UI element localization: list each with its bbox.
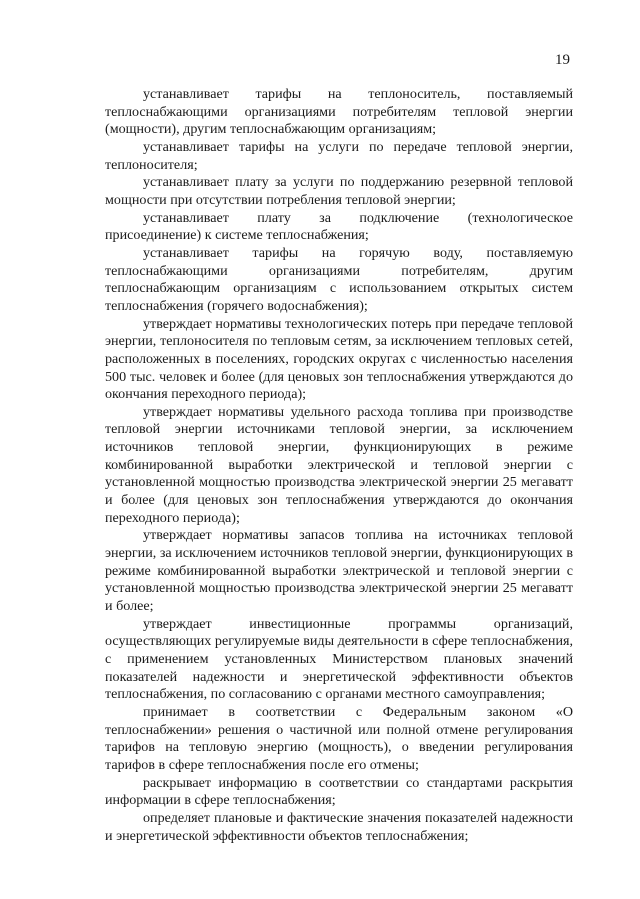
body-text — [105, 86, 573, 845]
paragraph: устанавливает плату за подключение (технологическое присоединение) к системе теплоснабжения; — [105, 209, 573, 244]
paragraph: устанавливает тарифы на услуги по передаче тепловой энергии, теплоносителя; — [105, 138, 573, 173]
paragraph: утверждает нормативы технологических потерь при передаче тепловой энергии, теплоносителя по тепловым сетям, за исключением тепловых сетей, расположенных в поселениях, городских округах с численностью населения 500 тыс. человек и более (для ценовых зон теплоснабжения утверждаются до окончания переходного периода); — [105, 315, 573, 403]
paragraph: раскрывает информацию в соответствии со стандартами раскрытия информации в сфере теплоснабжения; — [105, 774, 573, 809]
paragraph: устанавливает тарифы на горячую воду, поставляемую теплоснабжающими организациями потребителям, другим теплоснабжающим организациям с использованием открытых систем теплоснабжения (горячего водоснабжения); — [105, 244, 573, 314]
paragraph: утверждает инвестиционные программы организаций, осуществляющих регулируемые виды деятельности в сфере теплоснабжения, с применением установленных Министерством плановых значений показателей надежности и энергетической эффективности объектов теплоснабжения, по согласованию с органами местного самоуправления; — [105, 615, 573, 703]
paragraph: устанавливает тарифы на теплоноситель, поставляемый теплоснабжающими организациями потребителям тепловой энергии (мощности), другим теплоснабжающим организациям; — [105, 86, 573, 138]
paragraph: утверждает нормативы удельного расхода топлива при производстве тепловой энергии источниками тепловой энергии, за исключением источников тепловой энергии, функционирующих в режиме комбинированной выработки электрической и тепловой энергии с установленной мощностью производства электрической энергии 25 мегаватт и более (для ценовых зон теплоснабжения утверждаются до окончания переходного периода); — [105, 403, 573, 526]
paragraph: устанавливает плату за услуги по поддержанию резервной тепловой мощности при отсутствии потребления тепловой энергии; — [105, 174, 573, 208]
paragraph: принимает в соответствии с Федеральным законом «О теплоснабжении» решения о частичной или полной отмене регулирования тарифов на тепловую энергию (мощность), о введении регулирования тарифов в сфере теплоснабжения после его отмены; — [105, 703, 573, 773]
paragraph: утверждает нормативы запасов топлива на источниках тепловой энергии, за исключением источников тепловой энергии, функционирующих в режиме комбинированной выработки электрической и тепловой энергии с установленной мощностью производства электрической энергии 25 мегаватт и более; — [105, 527, 573, 615]
paragraph: определяет плановые и фактические значения показателей надежности и энергетической эффективности объектов теплоснабжения; — [105, 809, 573, 844]
page-number: 19 — [555, 52, 570, 68]
